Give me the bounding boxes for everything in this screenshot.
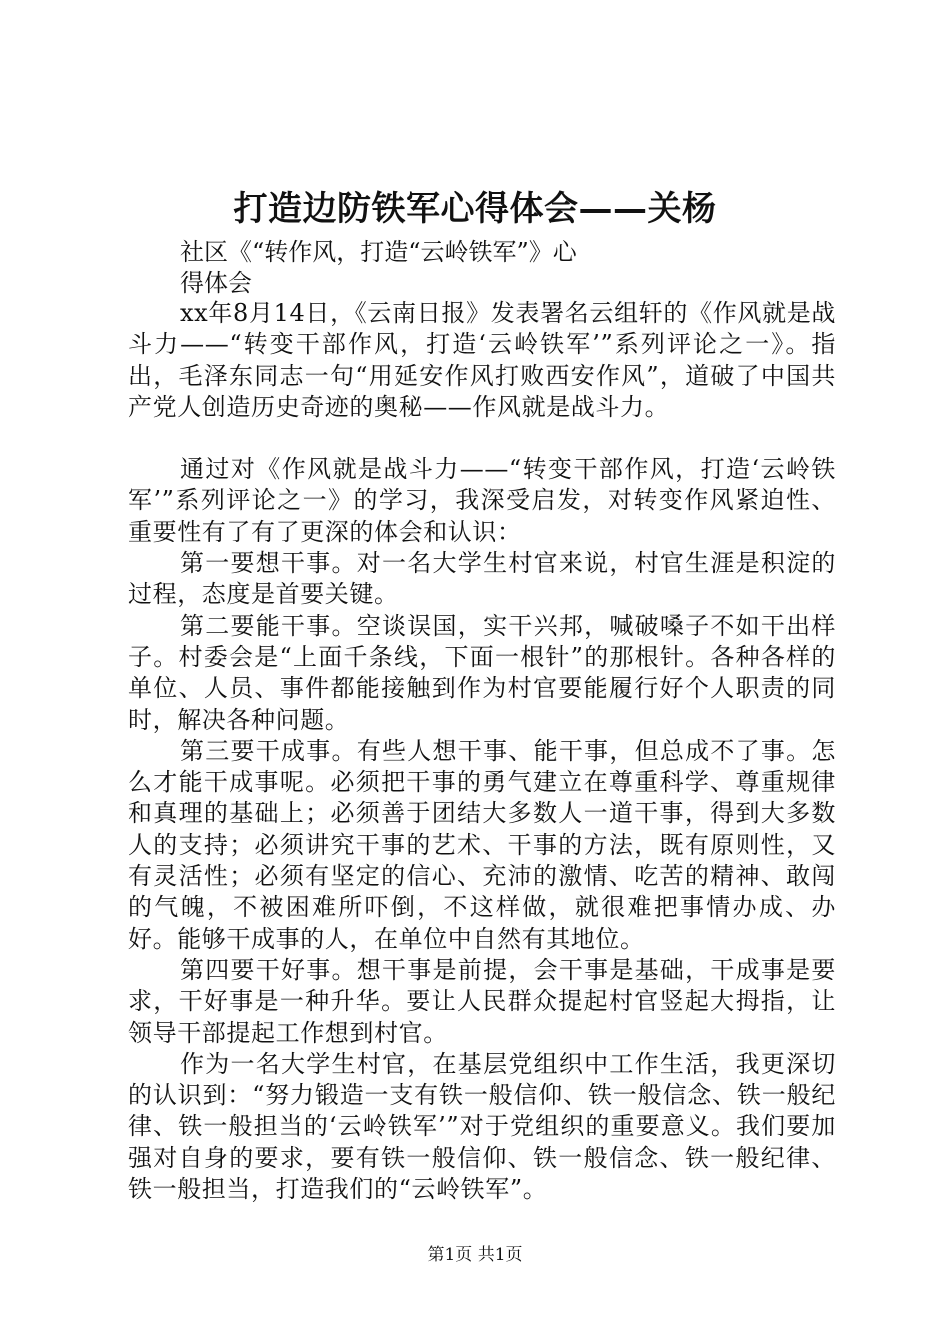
paragraph-study: 通过对《作风就是战斗力——“转变干部作风，打造‘云岭铁军’”系列评论之一》的学习，我深受启发，对转变作风紧迫性、重要性有了有了更深的体会和认识： xyxy=(128,455,836,546)
document-subtitle xyxy=(180,237,740,299)
document-title: 打造边防铁军心得体会——关杨 xyxy=(233,189,717,229)
subtitle-line-2: 得体会 xyxy=(180,269,252,297)
page-number-footer: 第1页 共1页 xyxy=(427,1245,523,1265)
paragraph-point-2: 第二要能干事。空谈误国，实干兴邦，喊破嗓子不如干出样子。村委会是“上面千条线，下面一根针”的那根针。各种各样的单位、人员、事件都能接触到作为村官要能履行好个人职责的同时，解决各种问题。 xyxy=(128,611,836,734)
paragraph-point-4: 第四要干好事。想干事是前提，会干事是基础，干成事是要求，干好事是一种升华。要让人民群众提起村官竖起大拇指，让领导干部提起工作想到村官。 xyxy=(128,955,836,1047)
paragraph-point-3: 第三要干成事。有些人想干事、能干事，但总成不了事。怎么才能干成事呢。必须把干事的勇气建立在尊重科学、尊重规律和真理的基础上；必须善于团结大多数人一道干事，得到大多数人的支持；必须讲究干事的艺术、干事的方法，既有原则性，又有灵活性；必须有坚定的信心、充沛的激情、吃苦的精神、敢闯的气魄，不被困难所吓倒，不这样做，就很难把事情办成、办好。能够干成事的人，在单位中自然有其地位。 xyxy=(128,736,836,953)
subtitle-line-1: 社区《“转作风，打造“云岭铁军”》心 xyxy=(180,238,577,266)
paragraph-point-1: 第一要想干事。对一名大学生村官来说，村官生涯是积淀的过程，态度是首要关键。 xyxy=(128,549,836,609)
document-body xyxy=(128,298,836,1205)
paragraph-intro: xx年8月14日，《云南日报》发表署名云组轩的《作风就是战斗力——“转变干部作风，打造‘云岭铁军’”系列评论之一》。指出，毛泽东同志一句“用延安作风打败西安作风”，道破了中国共产党人创造历史奇迹的奥秘——作风就是战斗力。 xyxy=(128,299,836,421)
paragraph-conclusion: 作为一名大学生村官，在基层党组织中工作生活，我更深切的认识到：“努力锻造一支有铁一般信仰、铁一般信念、铁一般纪律、铁一般担当的‘云岭铁军’”对于党组织的重要意义。我们要加强对自身的要求，要有铁一般信仰、铁一般信念、铁一般纪律、铁一般担当，打造我们的“云岭铁军”。 xyxy=(128,1049,836,1204)
